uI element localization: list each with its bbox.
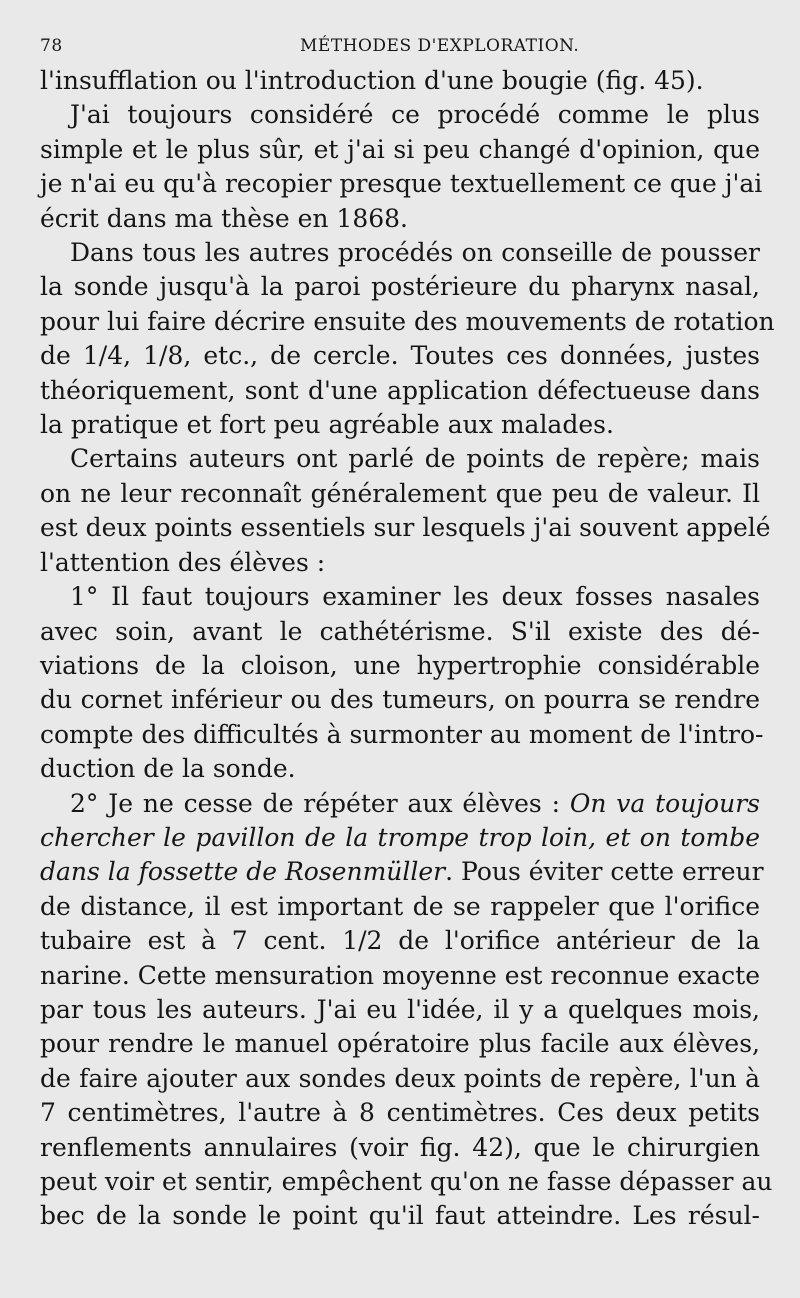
text-line-roman: par tous les auteurs. J'ai eu l'idée, il y a quelques mois, xyxy=(40,994,760,1024)
text-line-roman: la sonde jusqu'à la paroi postérieure du pharynx nasal, xyxy=(40,272,760,302)
text-line-roman: du cornet inférieur ou des tumeurs, on pourra se rendre xyxy=(40,685,760,715)
text-line xyxy=(40,1165,773,1199)
text-line-roman: écrit dans ma thèse en 1868. xyxy=(40,203,409,233)
text-line xyxy=(40,511,771,545)
text-line xyxy=(40,408,760,442)
text-line-roman: pour lui faire décrire ensuite des mouvements de rotation xyxy=(40,306,775,336)
text-line xyxy=(40,546,760,580)
text-line-roman: de distance, il est important de se rappeler que l'orifice xyxy=(40,891,760,921)
text-line xyxy=(40,133,760,167)
text-line xyxy=(40,959,760,993)
text-line xyxy=(40,718,764,752)
text-line xyxy=(40,1027,760,1061)
text-line xyxy=(40,855,764,889)
text-line-roman: duction de la sonde. xyxy=(40,754,296,784)
text-line-roman: 1° Il faut toujours examiner les deux fosses nasales xyxy=(70,582,760,612)
text-line xyxy=(40,1131,760,1165)
text-line-roman: renflements annulaires (voir fig. 42), que le chirurgien xyxy=(40,1132,760,1162)
text-line xyxy=(40,890,760,924)
text-line-roman: théoriquement, sont d'une application défectueuse dans xyxy=(40,375,760,405)
text-line-roman: la pratique et fort peu agréable aux malades. xyxy=(40,410,614,440)
text-line-roman: tubaire est à 7 cent. 1/2 de l'orifice antérieur de la xyxy=(40,926,760,956)
text-line-roman: je n'ai eu qu'à recopier presque textuellement ce que j'ai xyxy=(40,169,763,199)
text-line xyxy=(40,924,760,958)
text-line-roman: 7 centimètres, l'autre à 8 centimètres. Ces deux petits xyxy=(40,1098,760,1128)
text-line xyxy=(40,374,760,408)
text-line-roman: narine. Cette mensuration moyenne est reconnue exacte xyxy=(40,960,760,990)
text-line xyxy=(40,339,760,373)
text-line-roman: de 1/4, 1/8, etc., de cercle. Toutes ces données, justes xyxy=(40,341,760,371)
running-head xyxy=(40,30,760,64)
text-line-roman: Certains auteurs ont parlé de points de repère; mais xyxy=(70,444,760,474)
text-line xyxy=(40,442,760,476)
text-line xyxy=(40,98,760,132)
text-line-italic: dans la fossette de Rosenmüller xyxy=(40,857,446,887)
text-line xyxy=(40,305,775,339)
body-text xyxy=(40,64,775,1234)
text-line-roman: l'insufflation ou l'introduction d'une bougie (fig. 45). xyxy=(40,66,704,95)
text-line xyxy=(40,477,760,511)
text-line xyxy=(40,1096,760,1130)
text-line-roman: de faire ajouter aux sondes deux points de repère, l'un à xyxy=(40,1063,760,1093)
text-line-roman: on ne leur reconnaît généralement que peu de valeur. Il xyxy=(40,478,760,508)
text-line xyxy=(40,993,760,1027)
text-line xyxy=(40,615,760,649)
running-title: MÉTHODES D'EXPLORATION. xyxy=(300,36,580,56)
text-line-roman: est deux points essentiels sur lesquels j'ai souvent appelé xyxy=(40,513,771,543)
text-line-italic: On va toujours xyxy=(569,788,760,818)
text-line-roman: J'ai toujours considéré ce procédé comme le plus xyxy=(70,100,760,130)
text-line-roman: 2° Je ne cesse de répéter aux élèves : xyxy=(70,788,570,818)
text-line xyxy=(40,1199,760,1233)
text-line xyxy=(40,752,760,786)
text-line-roman: . Pous éviter cette erreur xyxy=(445,857,764,887)
text-line xyxy=(40,787,760,821)
text-line-roman: simple et le plus sûr, et j'ai si peu changé d'opinion, que xyxy=(40,134,760,164)
text-line-italic: chercher le pavillon de la trompe trop loin, et on tombe xyxy=(40,822,760,852)
text-line xyxy=(40,167,763,201)
text-line-roman: avec soin, avant le cathétérisme. S'il existe des dé- xyxy=(40,616,760,646)
text-line xyxy=(40,64,760,98)
text-line-roman: compte des difficultés à surmonter au moment de l'intro- xyxy=(40,719,764,749)
text-line xyxy=(40,202,760,236)
text-line-roman: pour rendre le manuel opératoire plus facile aux élèves, xyxy=(40,1029,760,1059)
text-line-roman: viations de la cloison, une hypertrophie considérable xyxy=(40,650,760,680)
text-line-roman: Dans tous les autres procédés on conseille de pousser xyxy=(70,238,760,268)
text-line xyxy=(40,1062,760,1096)
text-line xyxy=(40,683,760,717)
page-number: 78 xyxy=(40,36,63,56)
text-line xyxy=(40,580,760,614)
text-line-roman: l'attention des élèves : xyxy=(40,547,326,577)
text-line-roman: peut voir et sentir, empêchent qu'on ne fasse dépasser au xyxy=(40,1167,773,1196)
text-line-roman: bec de la sonde le point qu'il faut atteindre. Les résul- xyxy=(40,1201,760,1231)
text-line xyxy=(40,236,760,270)
text-line xyxy=(40,821,760,855)
text-line xyxy=(40,270,760,304)
text-line xyxy=(40,649,760,683)
